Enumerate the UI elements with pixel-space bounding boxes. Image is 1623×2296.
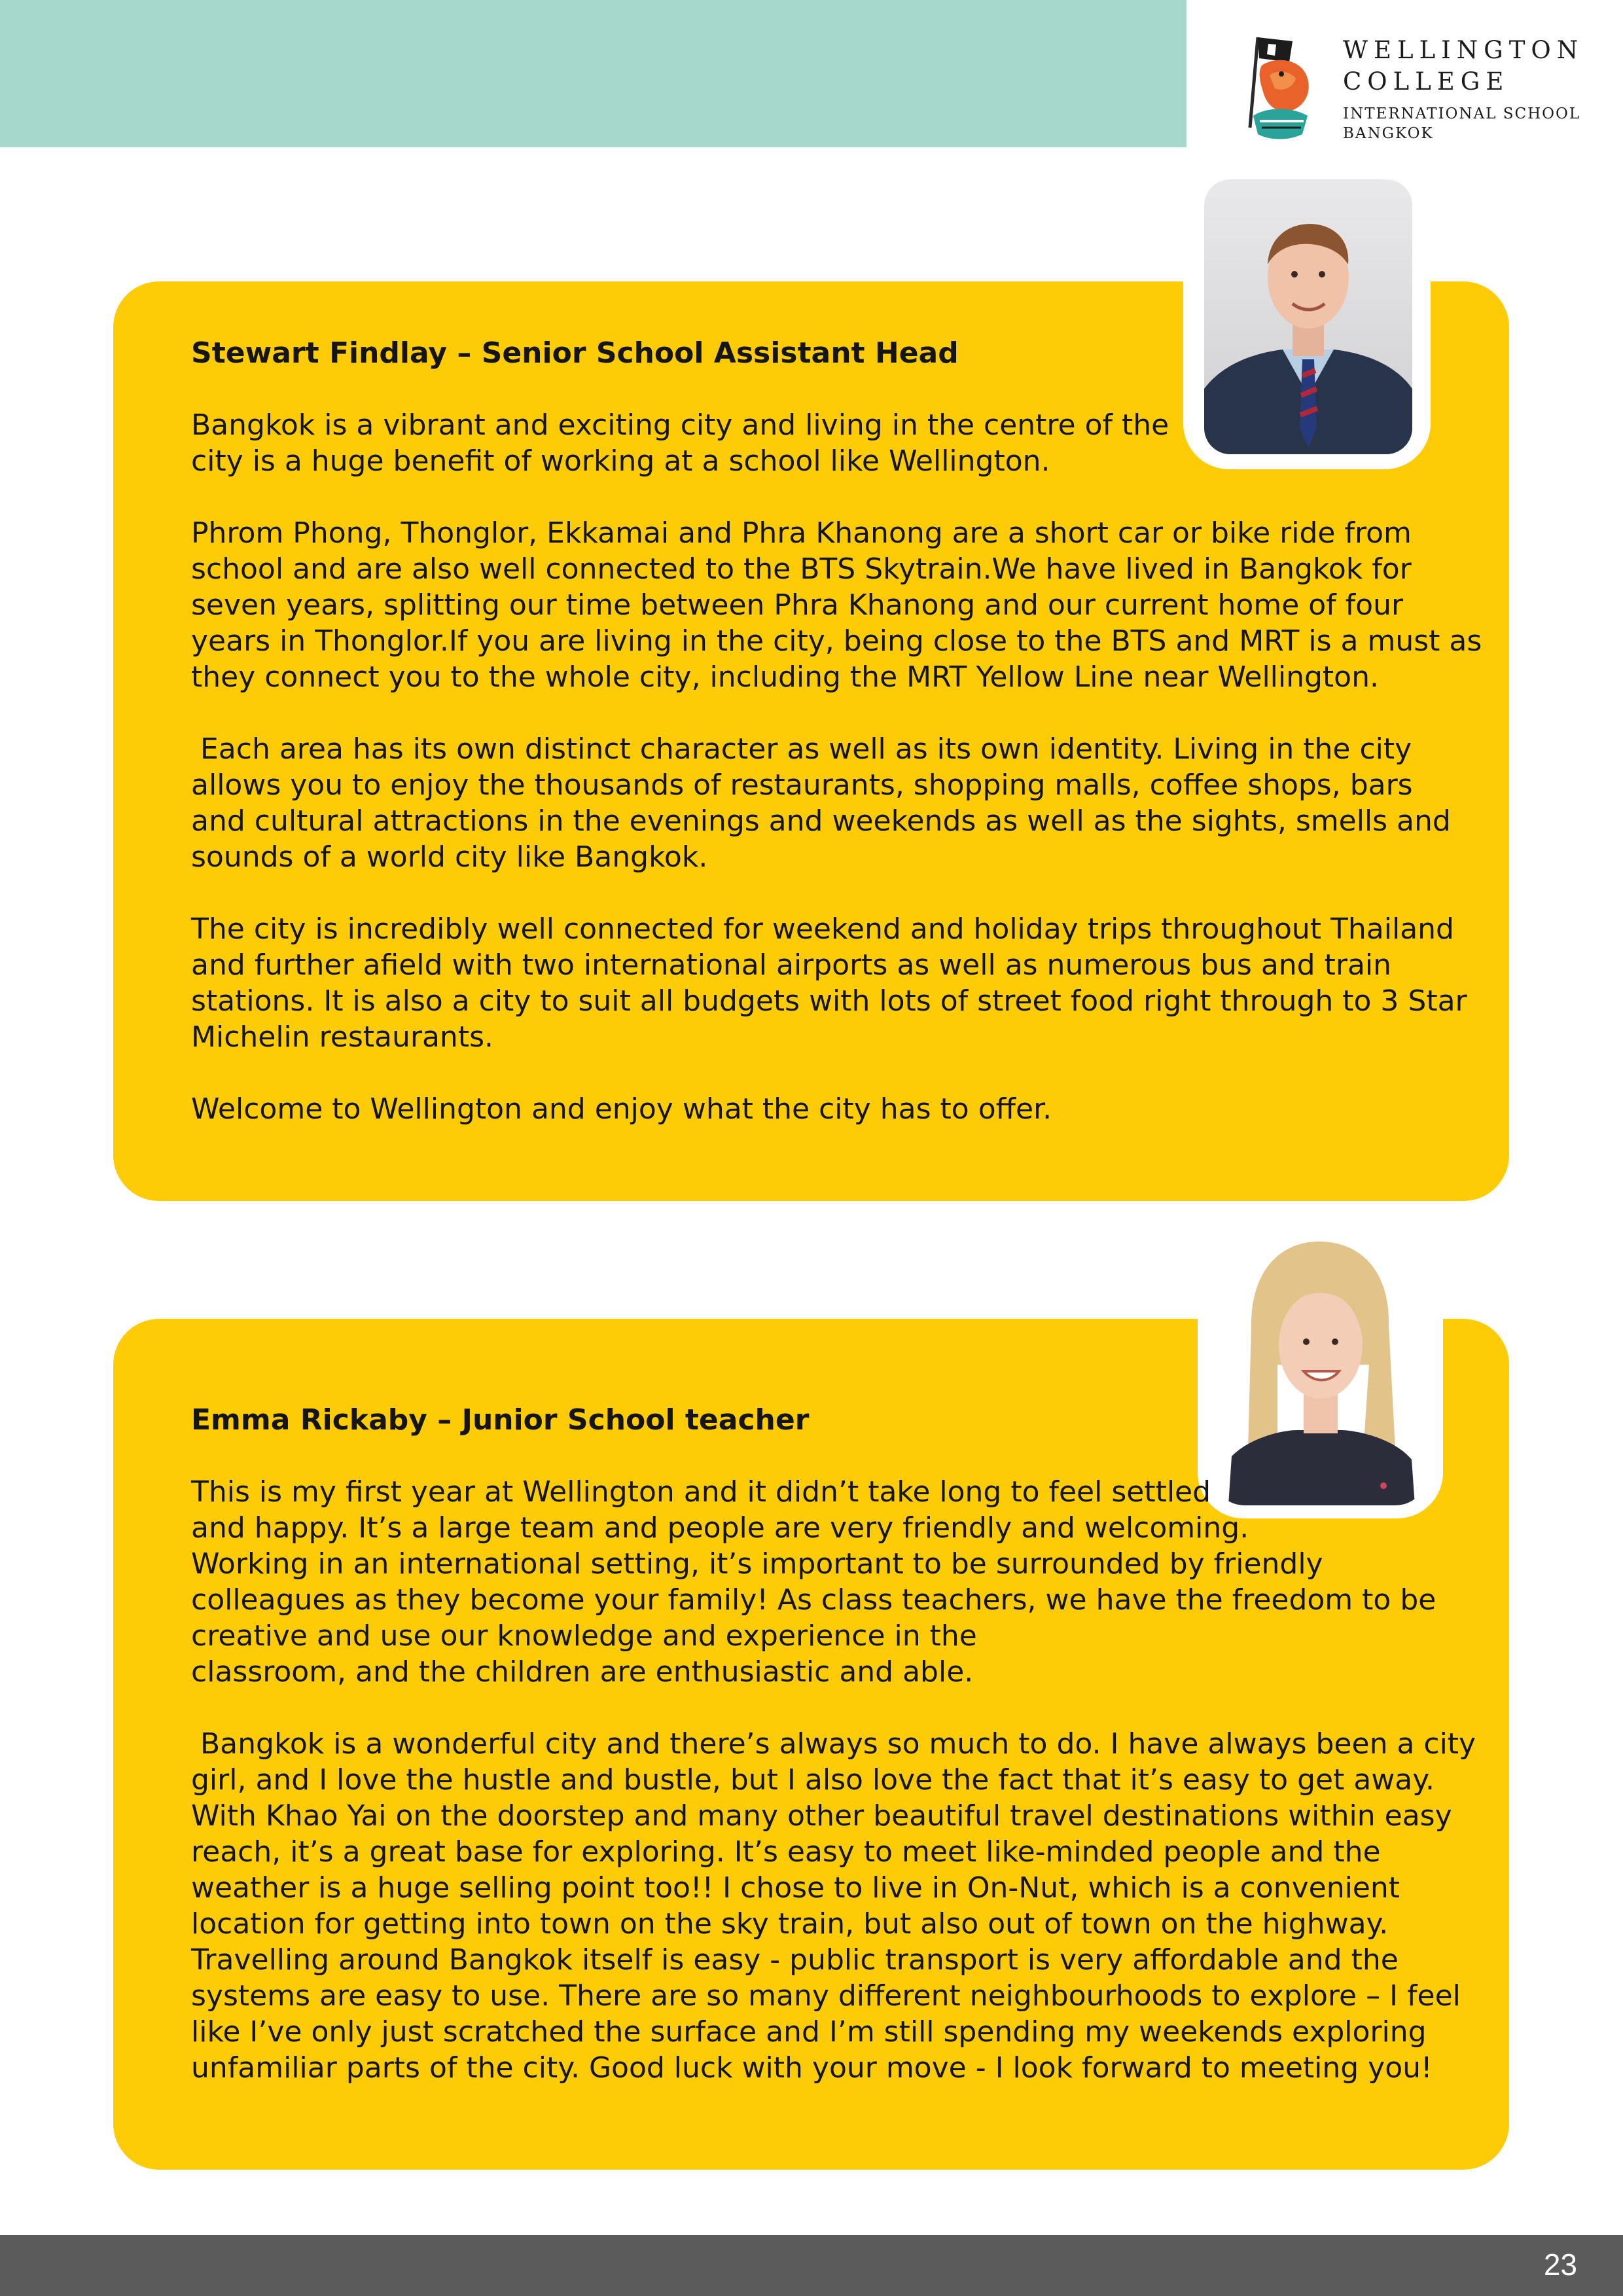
- body-line: Working in an international setting, it’s important to be surrounded by friendly: [191, 1547, 1323, 1581]
- body-line: With Khao Yai on the doorstep and many other beautiful travel destinations within easy: [191, 1799, 1452, 1833]
- body-line: systems are easy to use. There are so many different neighbourhoods to explore – I feel: [191, 1979, 1461, 2013]
- body-line: [191, 1055, 1482, 1091]
- page-number: 23: [1543, 2248, 1577, 2282]
- profile-heading: Emma Rickaby – Junior School teacher: [191, 1403, 810, 1437]
- body-line: and cultural attractions in the evenings and weekends as well as the sights, smells and: [191, 804, 1451, 838]
- body-line: city is a huge benefit of working at a school like Wellington.: [191, 444, 1050, 478]
- profile-body: [191, 407, 1482, 1127]
- body-line: like I’ve only just scratched the surface and I’m still spending my weekends exploring: [191, 2015, 1427, 2049]
- body-line: Bangkok is a wonderful city and there’s always so much to do. I have always been a city: [191, 1727, 1476, 1761]
- profile-text-stewart: [191, 335, 1482, 1127]
- body-line: [191, 1690, 1476, 1726]
- crest-icon: [1230, 29, 1329, 147]
- logo-subtitle-line1: INTERNATIONAL SCHOOL: [1343, 105, 1581, 122]
- school-logo: [1230, 29, 1584, 151]
- body-line: sounds of a world city like Bangkok.: [191, 840, 708, 874]
- body-line: colleagues as they become your family! As class teachers, we have the freedom to be: [191, 1583, 1436, 1617]
- body-line: [191, 875, 1482, 911]
- body-line: and happy. It’s a large team and people are very friendly and welcoming.: [191, 1511, 1249, 1545]
- logo-subtitle-line2: BANGKOK: [1343, 125, 1434, 142]
- spacer-line: [191, 371, 1482, 407]
- body-line: stations. It is also a city to suit all budgets with lots of street food right through to 3 Star: [191, 984, 1467, 1018]
- body-line: Phrom Phong, Thonglor, Ekkamai and Phra Khanong are a short car or bike ride from: [191, 516, 1412, 550]
- body-line: unfamiliar parts of the city. Good luck with your move - I look forward to meeting you!: [191, 2051, 1433, 2085]
- body-line: creative and use our knowledge and experience in the: [191, 1619, 977, 1653]
- body-line: years in Thonglor.If you are living in the city, being close to the BTS and MRT is a must as: [191, 624, 1482, 658]
- body-line: [191, 695, 1482, 731]
- body-line: seven years, splitting our time between Phra Khanong and our current home of four: [191, 588, 1404, 622]
- header-band: [0, 0, 1186, 147]
- profile-text-emma: [191, 1402, 1476, 2086]
- spacer-line: [191, 1438, 1476, 1474]
- body-line: The city is incredibly well connected for weekend and holiday trips throughout Thailand: [191, 912, 1454, 946]
- profile-body: [191, 1474, 1476, 2086]
- profile-heading: Stewart Findlay – Senior School Assistant Head: [191, 336, 959, 370]
- body-line: location for getting into town on the sky train, but also out of town on the highway.: [191, 1907, 1389, 1941]
- logo-wordmark-line1: WELLINGTON: [1343, 36, 1584, 64]
- body-line: Michelin restaurants.: [191, 1020, 493, 1054]
- body-line: [191, 479, 1482, 515]
- body-line: classroom, and the children are enthusiastic and able.: [191, 1655, 974, 1689]
- body-line: girl, and I love the hustle and bustle, but I also love the fact that it’s easy to get away.: [191, 1763, 1435, 1797]
- logo-wordmark-line2: COLLEGE: [1343, 67, 1510, 96]
- body-line: weather is a huge selling point too!! I chose to live in On-Nut, which is a convenient: [191, 1871, 1400, 1905]
- footer-bar: [0, 2235, 1623, 2296]
- body-line: Travelling around Bangkok itself is easy - public transport is very affordable and the: [191, 1943, 1399, 1977]
- body-line: Bangkok is a vibrant and exciting city and living in the centre of the: [191, 408, 1169, 442]
- body-line: school and are also well connected to the BTS Skytrain.We have lived in Bangkok for: [191, 552, 1412, 586]
- body-line: Each area has its own distinct character as well as its own identity. Living in the city: [191, 732, 1412, 766]
- body-line: allows you to enjoy the thousands of restaurants, shopping malls, coffee shops, bars: [191, 768, 1413, 802]
- body-line: This is my first year at Wellington and it didn’t take long to feel settled: [191, 1475, 1211, 1509]
- body-line: they connect you to the whole city, including the MRT Yellow Line near Wellington.: [191, 660, 1379, 694]
- body-line: and further afield with two international airports as well as numerous bus and train: [191, 948, 1392, 982]
- body-line: Welcome to Wellington and enjoy what the city has to offer.: [191, 1092, 1052, 1126]
- body-line: reach, it’s a great base for exploring. It’s easy to meet like-minded people and the: [191, 1835, 1381, 1869]
